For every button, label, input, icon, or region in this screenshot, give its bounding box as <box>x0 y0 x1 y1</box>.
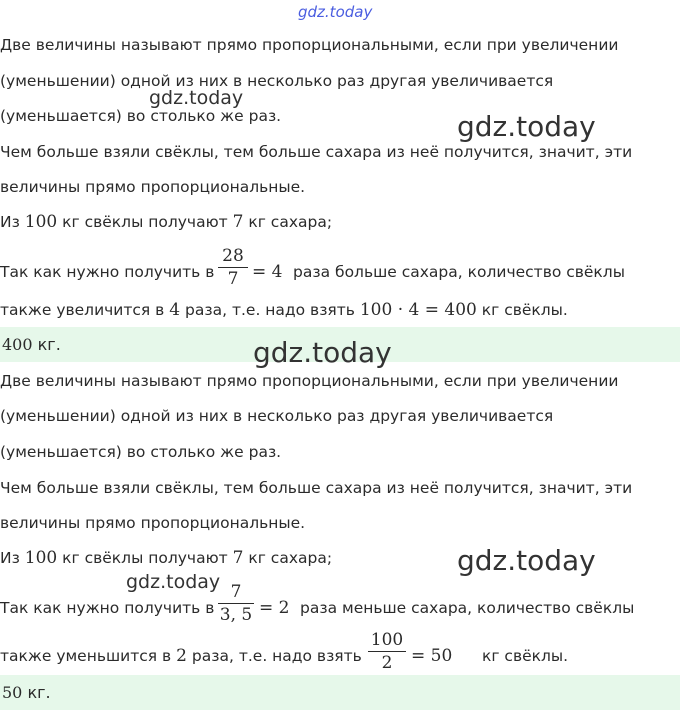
explanation-line-1: Чем больше взяли свёклы, тем больше сахара из неё получится, значит, эти <box>0 143 633 161</box>
answer-unit-1: кг. <box>37 335 61 354</box>
result-suffix: кг свёклы. <box>481 301 568 319</box>
watermark-large-1: gdz.today <box>457 110 596 143</box>
answer-text-2 <box>2 683 51 702</box>
given-beet-mass: 100 <box>24 212 58 232</box>
result-factor: 4 <box>169 300 181 320</box>
given-suffix-b: кг сахара; <box>248 549 333 567</box>
fraction-bar-c <box>368 651 406 652</box>
watermark-small-2: gdz.today <box>126 571 221 593</box>
result-middle: раза, т.е. надо взять <box>185 301 355 319</box>
definition-line-3b: (уменьшается) во столько же раз. <box>0 443 282 461</box>
result-value-b: = 50 <box>411 646 453 666</box>
given-middle: кг свёклы получают <box>62 213 228 231</box>
result-middle-b: раза, т.е. надо взять <box>191 647 362 665</box>
ratio-numerator: 28 <box>222 246 244 266</box>
ratio-fraction <box>218 246 248 289</box>
given-sugar-mass: 7 <box>232 212 244 232</box>
definition-line-3: (уменьшается) во столько же раз. <box>0 107 282 125</box>
given-prefix: Из <box>0 213 20 231</box>
answer-box-2 <box>0 675 680 710</box>
result-line <box>0 300 568 320</box>
result-expression: 100 · 4 = 400 <box>359 300 477 320</box>
given-middle-b: кг свёклы получают <box>62 549 228 567</box>
result-suffix-b: кг свёклы. <box>482 647 569 665</box>
watermark-top: gdz.today <box>298 3 373 21</box>
definition-line-2: (уменьшении) одной из них в несколько раз другая увеличивается <box>0 72 554 90</box>
definition-line-1: Две величины называют прямо пропорциональными, если при увеличении <box>0 36 619 54</box>
given-sugar-mass-b: 7 <box>232 548 244 568</box>
definition-line-1b: Две величины называют прямо пропорциональными, если при увеличении <box>0 372 619 390</box>
watermark-large-3: gdz.today <box>457 544 596 577</box>
explanation-line-1b: Чем больше взяли свёклы, тем больше сахара из неё получится, значит, эти <box>0 479 633 497</box>
result-denominator-b: 2 <box>381 653 393 673</box>
fraction-bar <box>218 267 248 268</box>
fraction-bar-b <box>218 603 254 604</box>
result-prefix: также увеличится в <box>0 301 165 319</box>
calc-suffix: раза больше сахара, количество свёклы <box>293 263 625 281</box>
given-line-b <box>0 548 332 568</box>
ratio-denominator-b: 3, 5 <box>219 605 253 625</box>
result-prefix-b: также уменьшится в <box>0 647 172 665</box>
answer-number-2: 50 <box>2 683 23 702</box>
ratio-denominator: 7 <box>227 269 239 289</box>
explanation-line-2: величины прямо пропорциональные. <box>0 178 306 196</box>
calc-prefix-b: Так как нужно получить в <box>0 599 215 617</box>
definition-line-2b: (уменьшении) одной из них в несколько раз другая увеличивается <box>0 407 554 425</box>
watermark-small-1: gdz.today <box>149 87 244 109</box>
result-fraction-b <box>368 630 406 673</box>
ratio-result-b: = 2 <box>259 598 290 618</box>
given-suffix: кг сахара; <box>248 213 333 231</box>
result-line-b <box>0 646 362 666</box>
given-beet-mass-b: 100 <box>24 548 58 568</box>
answer-text-1 <box>2 335 61 354</box>
calc-suffix-b: раза меньше сахара, количество свёклы <box>300 599 635 617</box>
given-line <box>0 212 332 232</box>
answer-unit-2: кг. <box>27 683 51 702</box>
result-numerator-b: 100 <box>370 630 404 650</box>
watermark-large-2: gdz.today <box>253 336 392 369</box>
answer-number-1: 400 <box>2 335 33 354</box>
given-prefix-b: Из <box>0 549 20 567</box>
ratio-fraction-b <box>218 582 254 625</box>
calc-prefix: Так как нужно получить в <box>0 263 215 281</box>
explanation-line-2b: величины прямо пропорциональные. <box>0 514 306 532</box>
result-factor-b: 2 <box>176 646 187 666</box>
ratio-result: = 4 <box>252 262 283 282</box>
ratio-numerator-b: 7 <box>230 582 242 602</box>
